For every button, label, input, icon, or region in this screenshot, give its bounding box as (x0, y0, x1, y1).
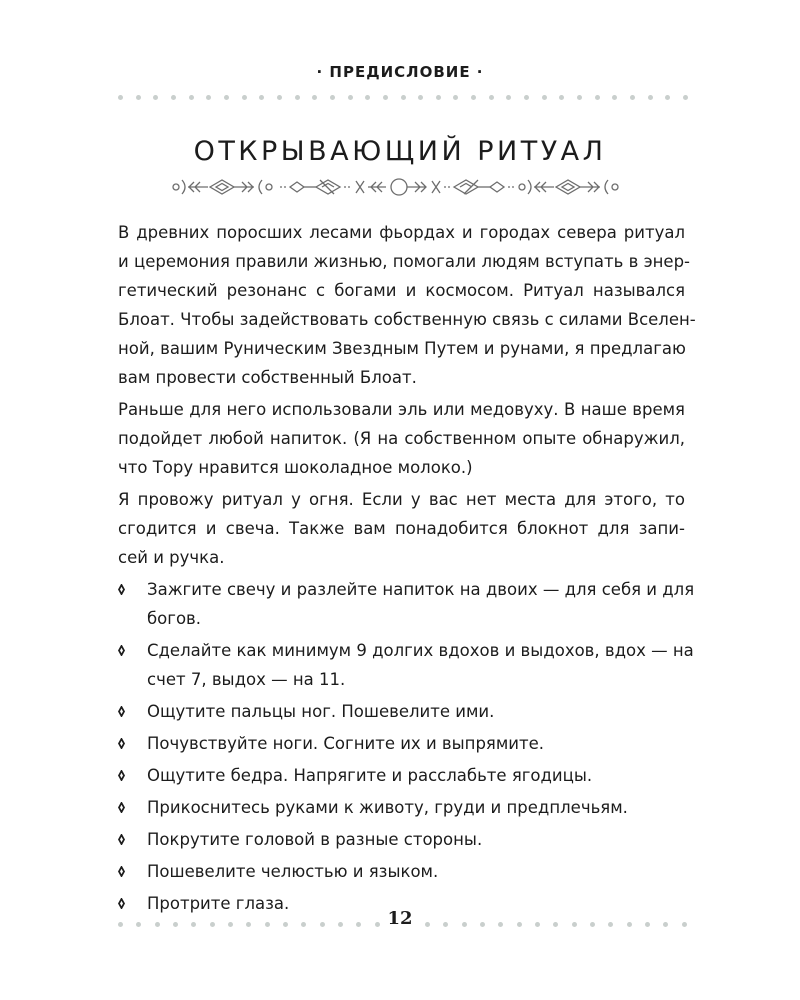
divider-dot (572, 922, 577, 927)
divider-dot (590, 922, 595, 927)
divider-dot (153, 95, 158, 100)
diamond-bullet-icon (118, 706, 125, 717)
diamond-bullet-icon (118, 738, 125, 749)
text-line: счет 7, выдох — на 11. (147, 670, 346, 689)
text-line: вам провести собственный Блоат. (118, 368, 417, 387)
text-line: Прикоснитесь руками к животу, груди и предплечьям. (147, 798, 628, 817)
list-item (118, 575, 695, 633)
text-line: Ощутите бедра. Напрягите и расслабьте ягодицы. (147, 766, 593, 785)
divider-dot (277, 95, 282, 100)
divider-dot (189, 95, 194, 100)
text-line: Почувствуйте ноги. Согните их и выпрямите. (147, 734, 545, 753)
divider-dot (630, 95, 635, 100)
text-line: гетический резонанс с богами и космосом. Ритуал назывался (118, 281, 685, 300)
text-line: Я провожу ритуал у огня. Если у вас нет места для этого, то (118, 490, 685, 509)
page-number: 12 (387, 908, 413, 929)
paragraph (118, 395, 685, 482)
divider-dot (553, 922, 558, 927)
ornament-divider-icon (170, 176, 630, 198)
divider-dot (206, 95, 211, 100)
bullet-list (118, 575, 695, 918)
divider-dot (171, 95, 176, 100)
divider-dot (383, 95, 388, 100)
divider-dot (259, 95, 264, 100)
list-item (118, 857, 685, 886)
divider-dot (330, 95, 335, 100)
text-line: Покрутите головой в разные стороны. (147, 830, 483, 849)
divider-dot (595, 95, 600, 100)
divider-dot (443, 922, 448, 927)
divider-dot (312, 95, 317, 100)
list-item (118, 697, 685, 726)
text-line: Ощутите пальцы ног. Пошевелите ими. (147, 702, 495, 721)
divider-dot (425, 922, 430, 927)
list-item (118, 793, 685, 822)
divider-dot (436, 95, 441, 100)
divider-dot (559, 95, 564, 100)
divider-dot (665, 95, 670, 100)
diamond-bullet-icon (118, 802, 125, 813)
text-line: богов. (147, 609, 202, 628)
chapter-title: ОТКРЫВАЮЩИЙ РИТУАЛ (193, 136, 607, 167)
text-line: сгодится и свеча. Также вам понадобится блокнот для запи- (118, 519, 685, 538)
divider-dot (418, 95, 423, 100)
divider-dot (489, 95, 494, 100)
diamond-bullet-icon (118, 834, 125, 845)
list-item (118, 729, 685, 758)
divider-dot (682, 922, 687, 927)
divider-dot (535, 922, 540, 927)
text-line: Сделайте как минимум 9 долгих вдохов и выдохов, вдох — на (147, 641, 694, 660)
divider-dot (612, 95, 617, 100)
divider-dot (663, 922, 668, 927)
divider-dot (627, 922, 632, 927)
text-line: ной, вашим Руническим Звездным Путем и рунами, я предлагаю (118, 339, 686, 358)
diamond-bullet-icon (118, 866, 125, 877)
divider-dot (506, 95, 511, 100)
list-item (118, 761, 685, 790)
paragraph (118, 218, 696, 392)
divider-dot (524, 95, 529, 100)
divider-dot (608, 922, 613, 927)
text-line: и церемония правили жизнью, помогали людям вступать в энер- (118, 252, 691, 271)
divider-dot (136, 95, 141, 100)
text-line: подойдет любой напиток. (Я на собственном опыте обнаружил, (118, 429, 685, 448)
text-line: сей и ручка. (118, 548, 225, 567)
divider-dot (517, 922, 522, 927)
divider-dot (118, 95, 123, 100)
divider-dot (480, 922, 485, 927)
divider-dot (648, 95, 653, 100)
text-line: Зажгите свечу и разлейте напиток на двоих — для себя и для (147, 580, 695, 599)
text-line: Пошевелите челюстью и языком. (147, 862, 439, 881)
diamond-bullet-icon (118, 645, 125, 656)
divider-dot (471, 95, 476, 100)
text-line: В древних поросших лесами фьордах и городах севера ритуал (118, 223, 685, 242)
divider-dot (498, 922, 503, 927)
divider-dot (295, 95, 300, 100)
diamond-bullet-icon (118, 584, 125, 595)
divider-dot (348, 95, 353, 100)
divider-dot (224, 95, 229, 100)
divider-dot (365, 95, 370, 100)
divider-dot (453, 95, 458, 100)
text-line: Блоат. Чтобы задействовать собственную связь с силами Вселен- (118, 310, 696, 329)
divider-dot (683, 95, 688, 100)
body-text (118, 218, 696, 921)
diamond-bullet-icon (118, 770, 125, 781)
divider-dot (577, 95, 582, 100)
list-item (118, 636, 694, 694)
running-header: · ПРЕДИСЛОВИЕ · (316, 63, 484, 81)
text-line: Раньше для него использовали эль или медовуху. В наше время (118, 400, 685, 419)
divider-dot (242, 95, 247, 100)
divider-dot (645, 922, 650, 927)
dotted-divider-top (118, 95, 688, 101)
divider-dot (401, 95, 406, 100)
text-line: что Тору нравится шоколадное молоко.) (118, 458, 473, 477)
paragraph (118, 485, 685, 572)
divider-dot (462, 922, 467, 927)
list-item (118, 825, 685, 854)
dotted-divider-bottom-right (425, 922, 687, 928)
divider-dot (542, 95, 547, 100)
text-line: Протрите глаза. (147, 894, 290, 913)
